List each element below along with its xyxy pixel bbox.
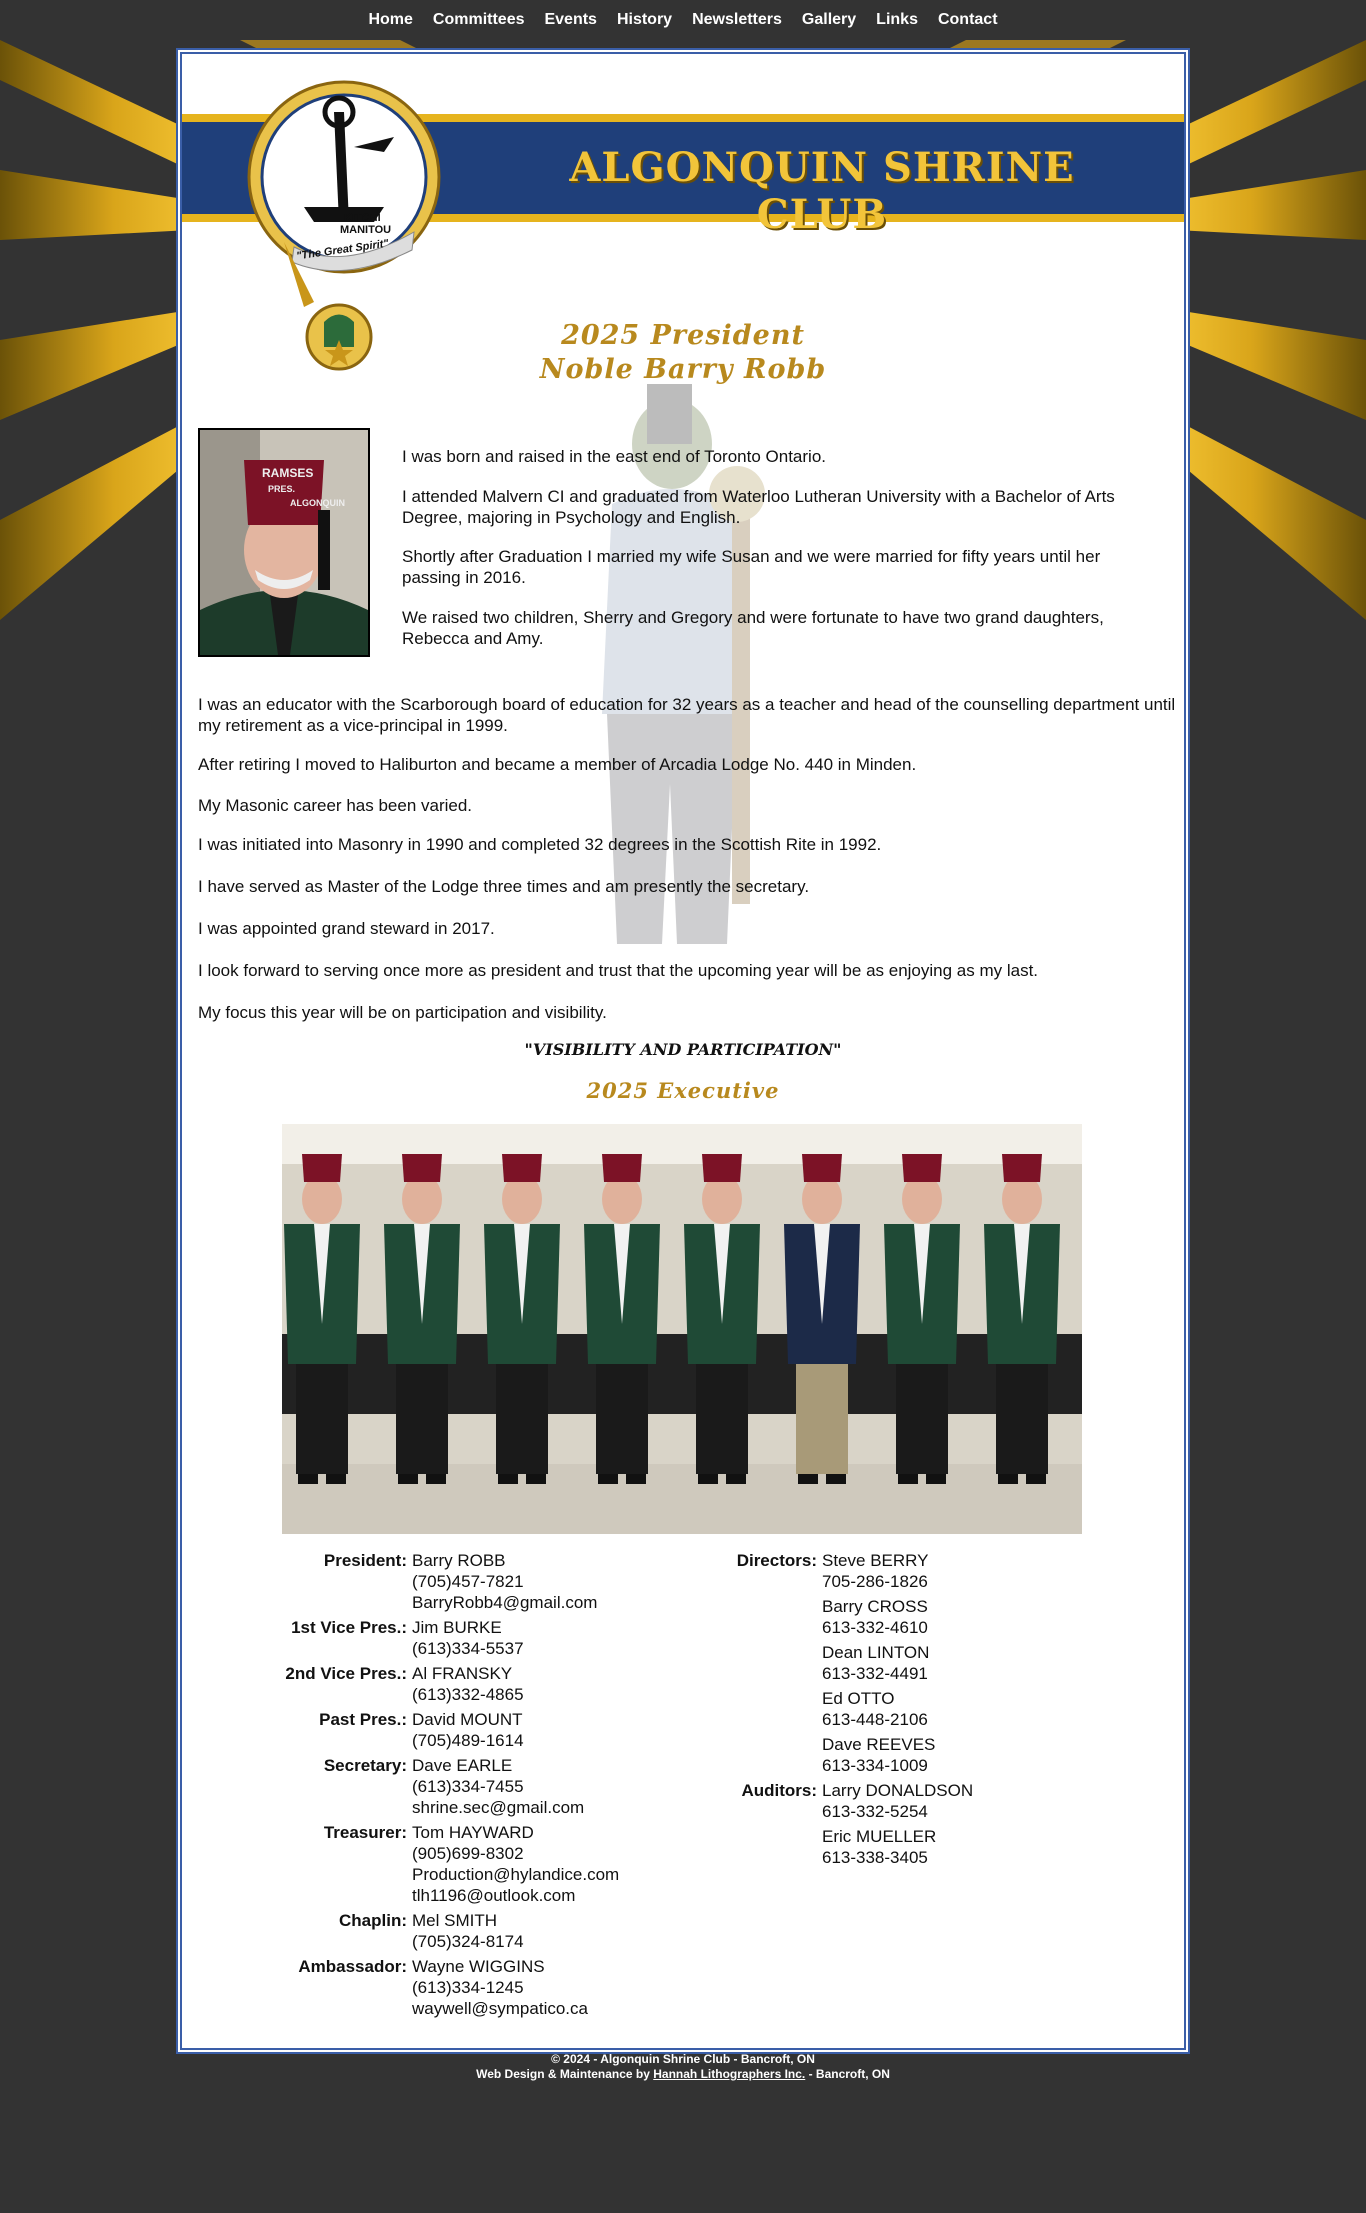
officer-details (412, 1709, 524, 1751)
officer-detail-line: Eric MUELLER (822, 1827, 937, 1846)
officer-role (642, 1688, 822, 1730)
photo-figure-part (802, 1154, 842, 1182)
main-nav (0, 0, 1366, 40)
photo-figure-part (296, 1354, 348, 1474)
photo-figure-part (398, 1474, 418, 1484)
officer-detail-line: 613-332-4610 (822, 1618, 928, 1637)
photo-figure-part (896, 1354, 948, 1474)
officer-detail-line: Wayne WIGGINS (412, 1957, 545, 1976)
officer-detail-line: Jim BURKE (412, 1618, 502, 1637)
officer-detail-line: (705)324-8174 (412, 1932, 524, 1951)
portrait-cap-text2: PRES. (268, 484, 296, 494)
nav-home[interactable]: Home (368, 11, 413, 28)
president-portrait (198, 428, 370, 657)
officer-email[interactable]: Production@hylandice.com (412, 1865, 620, 1884)
nav-gallery[interactable]: Gallery (801, 11, 857, 28)
photo-figure-part (926, 1474, 946, 1484)
officer-row (212, 1709, 619, 1751)
officer-detail-line: 705-286-1826 (822, 1572, 928, 1591)
officer-detail-line: 613-338-3405 (822, 1848, 928, 1867)
officer-details (822, 1734, 935, 1776)
photo-figure-part (426, 1474, 446, 1484)
photo-figure-part (696, 1354, 748, 1474)
motto-quote: "VISIBILITY AND PARTICIPATION" (524, 1040, 842, 1059)
photo-figure-part (902, 1154, 942, 1182)
designer-link[interactable]: Hannah Lithographers Inc. (653, 2067, 806, 2081)
officer-detail-line: Dave REEVES (822, 1735, 936, 1754)
bio-paragraph: I was an educator with the Scarborough board of education for 32 years as a teacher and head of the counselling department until my retirement as a vice-principal in 1999. (198, 695, 1176, 735)
officer-detail-line: (613)334-5537 (412, 1639, 524, 1658)
bio-paragraph: We raised two children, Sherry and Gregory and were fortunate to have two grand daughters, Rebecca and Amy. (402, 608, 1104, 648)
portrait-image (200, 430, 368, 655)
officer-email[interactable]: tlh1196@outlook.com (412, 1886, 576, 1905)
officer-role: Directors: (736, 1551, 817, 1570)
officer-detail-line: Dave EARLE (412, 1756, 513, 1775)
officer-row (212, 1755, 619, 1818)
officer-detail-line: (613)334-1245 (412, 1978, 524, 1997)
officer-detail-line: (705)457-7821 (412, 1572, 524, 1591)
emblem-motto: "The Great Spirit" (295, 237, 390, 263)
officer-details (822, 1642, 929, 1684)
photo-figure-part (626, 1474, 646, 1484)
photo-figure-part (598, 1474, 618, 1484)
officer-detail-line: Barry CROSS (822, 1597, 928, 1616)
officer-role (642, 1826, 822, 1868)
nav-events[interactable]: Events (544, 11, 597, 28)
officer-row (212, 1822, 619, 1906)
officer-detail-line: 613-448-2106 (822, 1710, 928, 1729)
officer-detail-line: 613-332-4491 (822, 1664, 928, 1683)
footer-credit-prefix: Web Design & Maintenance by (476, 2067, 654, 2081)
photo-figure-part (496, 1354, 548, 1474)
bio-paragraph: After retiring I moved to Haliburton and became a member of Arcadia Lodge No. 440 in Minden. (198, 755, 917, 774)
officer-detail-line: 613-332-5254 (822, 1802, 928, 1821)
nav-newsletters[interactable]: Newsletters (692, 11, 782, 28)
officer-details (412, 1663, 524, 1705)
footer-copyright: © 2024 - Algonquin Shrine Club - Bancroft, ON (551, 2052, 815, 2066)
photo-figure-part (996, 1354, 1048, 1474)
photo-figure-part (798, 1474, 818, 1484)
bio-paragraph: My focus this year will be on participation and visibility. (198, 1003, 607, 1022)
photo-figure-part (602, 1154, 642, 1182)
officer-details (412, 1617, 524, 1659)
bio-paragraph: I was born and raised in the east end of Toronto Ontario. (402, 447, 827, 466)
officers-list (212, 1550, 619, 2023)
nav-contact[interactable]: Contact (937, 11, 998, 28)
officer-role (642, 1734, 822, 1776)
officer-row (642, 1642, 973, 1684)
officer-detail-line: David MOUNT (412, 1710, 523, 1729)
officer-details (822, 1688, 928, 1730)
portrait-cap-text3: ALGONQUIN (290, 498, 345, 508)
photo-figure-part (796, 1354, 848, 1474)
officer-detail-line: (613)332-4865 (412, 1685, 524, 1704)
bio-paragraph: I was initiated into Masonry in 1990 and completed 32 degrees in the Scottish Rite in 1992. (198, 835, 882, 854)
officer-role: Past Pres.: (319, 1710, 407, 1729)
officer-role: Ambassador: (298, 1957, 407, 1976)
photo-figure-part (898, 1474, 918, 1484)
officer-role: Auditors: (741, 1781, 817, 1800)
nav-history[interactable]: History (616, 11, 673, 28)
officer-detail-line: Steve BERRY (822, 1551, 929, 1570)
officer-row (642, 1780, 973, 1822)
footer-credit (0, 2067, 1366, 2082)
officer-role: 2nd Vice Pres.: (285, 1664, 407, 1683)
officer-details (822, 1780, 973, 1822)
photo-figure-part (402, 1154, 442, 1182)
page-footer (0, 2052, 1366, 2082)
officer-role: 1st Vice Pres.: (291, 1618, 407, 1637)
bio-paragraph: Shortly after Graduation I married my wife Susan and we were married for fifty years until her passing in 2016. (402, 547, 1101, 587)
photo-figure-part (1002, 1154, 1042, 1182)
officer-detail-line: Larry DONALDSON (822, 1781, 974, 1800)
bio-paragraph: I was appointed grand steward in 2017. (198, 919, 495, 938)
officer-details (412, 1910, 524, 1952)
emblem-line1: KITCHI (344, 212, 381, 224)
officer-detail-line: (905)699-8302 (412, 1844, 524, 1863)
officer-detail-line: 613-334-1009 (822, 1756, 928, 1775)
portrait-cap-text1: RAMSES (262, 466, 314, 480)
photo-figure-part (726, 1474, 746, 1484)
officer-details (412, 1956, 588, 2019)
photo-figure-part (702, 1154, 742, 1182)
officer-row (212, 1956, 619, 2019)
officer-row (642, 1550, 973, 1592)
officer-detail-line: Dean LINTON (822, 1643, 930, 1662)
officer-row (642, 1826, 973, 1868)
bio-paragraph: I look forward to serving once more as president and trust that the upcoming year will be as enjoying as my last. (198, 961, 1039, 980)
officer-role: Secretary: (323, 1756, 407, 1775)
president-title-line2: Noble Barry Robb (539, 354, 827, 385)
bio-paragraph: I attended Malvern CI and graduated from Waterloo Lutheran University with a Bachelor of Arts Degree, majoring in Psychology and English. (402, 487, 1115, 527)
officer-detail-line: Mel SMITH (412, 1911, 497, 1930)
photo-figure-part (298, 1474, 318, 1484)
officer-row (212, 1910, 619, 1952)
photo-figure-part (1026, 1474, 1046, 1484)
officer-role: Chaplin: (339, 1911, 407, 1930)
officer-details (412, 1822, 619, 1906)
bio-paragraph: I have served as Master of the Lodge three times and am presently the secretary. (198, 877, 810, 896)
photo-figure-part (596, 1354, 648, 1474)
officer-row (642, 1734, 973, 1776)
officer-detail-line: Ed OTTO (822, 1689, 895, 1708)
officer-details (822, 1596, 928, 1638)
officer-detail-line: (705)489-1614 (412, 1731, 524, 1750)
nav-links[interactable]: Links (876, 11, 918, 28)
nav-committees[interactable]: Committees (432, 11, 525, 28)
officer-detail-line: (613)334-7455 (412, 1777, 524, 1796)
photo-figure-part (326, 1474, 346, 1484)
officer-role: Treasurer: (323, 1823, 407, 1842)
photo-figure-part (396, 1354, 448, 1474)
executive-group-photo (282, 1124, 1082, 1534)
photo-figure-part (826, 1474, 846, 1484)
officer-row (212, 1663, 619, 1705)
officer-detail-line: Tom HAYWARD (412, 1823, 534, 1842)
photo-figure-part (998, 1474, 1018, 1484)
officer-role: President: (323, 1551, 407, 1570)
officer-details (822, 1550, 928, 1592)
officer-row (212, 1617, 619, 1659)
photo-figure-part (302, 1154, 342, 1182)
officer-detail-line: Al FRANSKY (412, 1664, 513, 1683)
officer-row (642, 1596, 973, 1638)
officer-details (822, 1826, 936, 1868)
officer-email[interactable]: waywell@sympatico.ca (412, 1999, 588, 2018)
photo-figure-part (526, 1474, 546, 1484)
photo-figure-part (498, 1474, 518, 1484)
officer-role (642, 1596, 822, 1638)
photo-figure-part (502, 1154, 542, 1182)
club-name: ALGONQUIN SHRINE CLUB (569, 144, 1075, 238)
footer-credit-suffix: - Bancroft, ON (805, 2067, 890, 2081)
officer-row (642, 1688, 973, 1730)
group-photo-image (282, 1124, 1082, 1534)
photo-figure-part (698, 1474, 718, 1484)
executive-title: 2025 Executive (586, 1078, 780, 1103)
directors-list (642, 1550, 973, 1872)
emblem-line2: MANITOU (340, 224, 392, 236)
officer-row (212, 1550, 619, 1613)
officer-email[interactable]: BarryRobb4@gmail.com (412, 1593, 598, 1612)
officer-details (412, 1550, 597, 1613)
officer-role (642, 1642, 822, 1684)
content-frame (180, 52, 1186, 2050)
officer-email[interactable]: shrine.sec@gmail.com (412, 1798, 585, 1817)
officer-detail-line: Barry ROBB (412, 1551, 506, 1570)
officer-details (412, 1755, 584, 1818)
president-title-line1: 2025 President (561, 320, 805, 351)
bio-paragraph: My Masonic career has been varied. (198, 796, 473, 815)
